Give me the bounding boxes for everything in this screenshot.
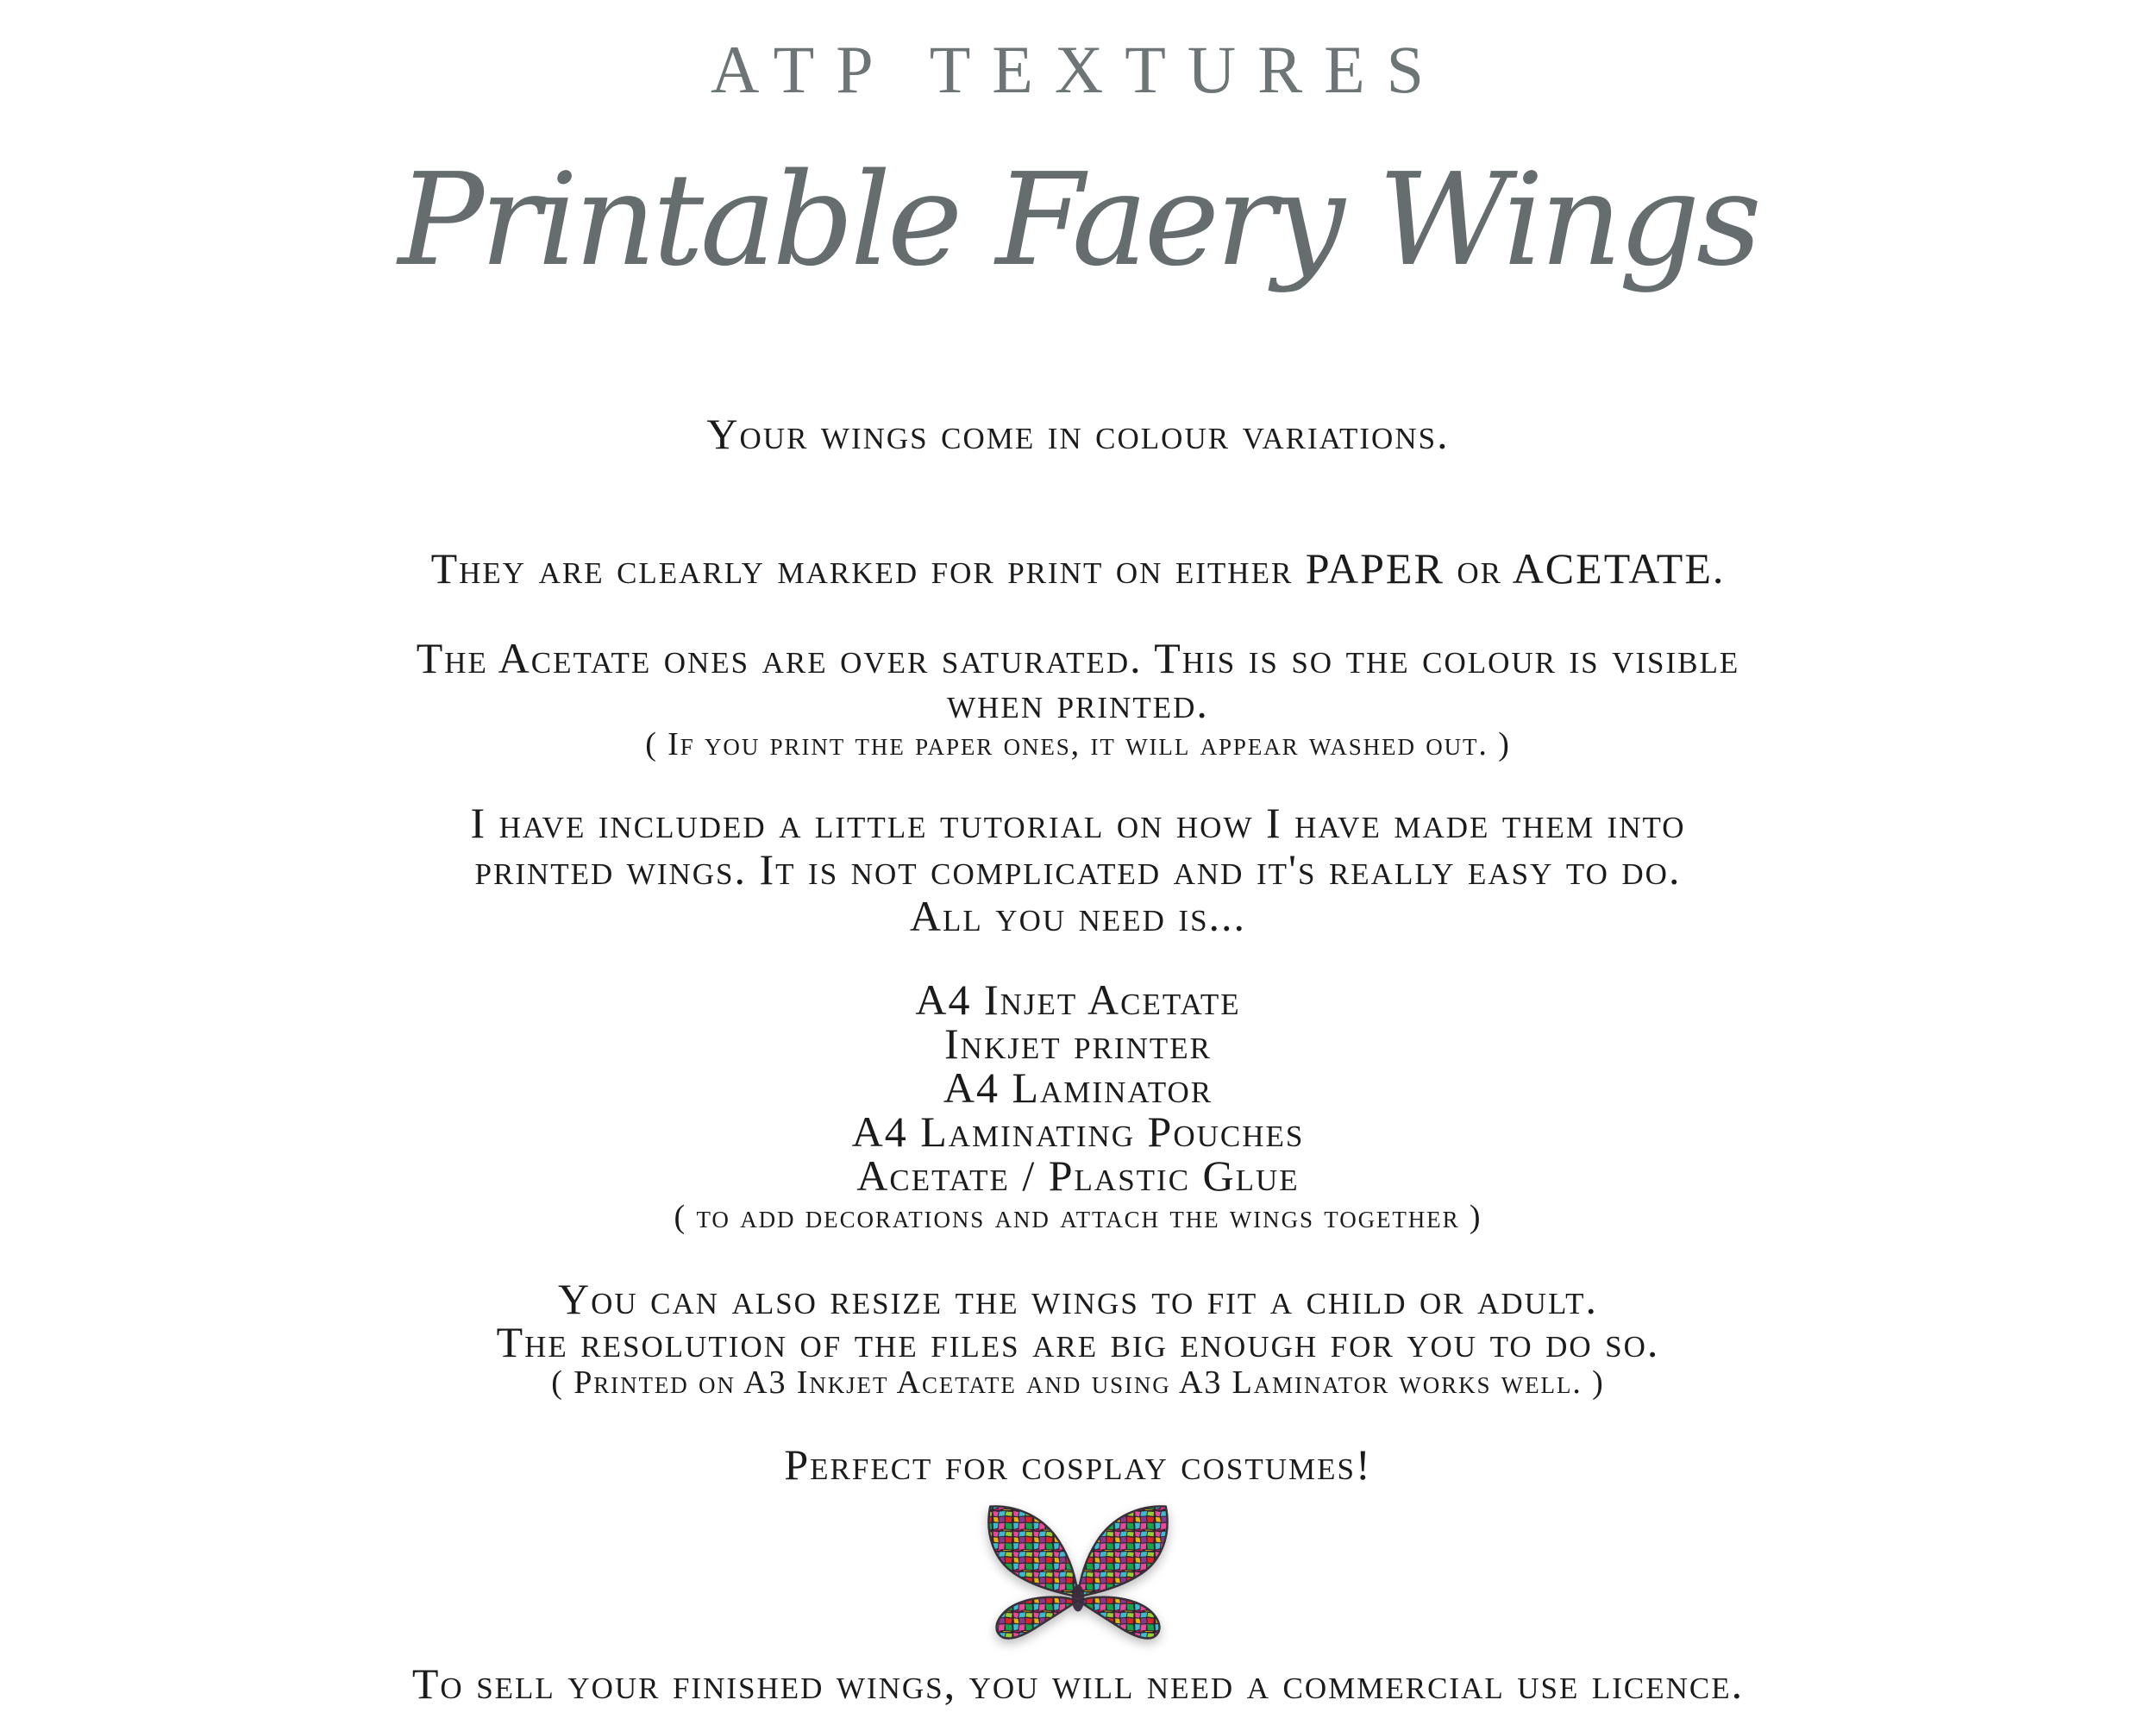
tutorial-line-1: I have included a little tutorial on how I have made them into	[470, 799, 1686, 847]
supply-item: Inkjet printer	[944, 1019, 1212, 1068]
supply-item: Acetate / Plastic Glue	[856, 1151, 1300, 1200]
licence-line: To sell your finished wings, you will need a commercial use licence.	[411, 1659, 1745, 1708]
supply-item: A4 Laminator	[943, 1063, 1213, 1112]
resize-note: ( Printed on A3 Inkjet Acetate and using A3 Laminator works well. )	[551, 1364, 1605, 1401]
acetate-line-1: The Acetate ones are over saturated. This is so the colour is visible	[416, 634, 1740, 682]
acetate-paragraph	[0, 636, 2156, 763]
supplies-note: ( to add decorations and attach the wings together )	[674, 1199, 1482, 1235]
tutorial-line-2: printed wings. It is not complicated and it's really easy to do.	[474, 845, 1682, 894]
supplies-list	[0, 975, 2156, 1236]
tutorial-paragraph	[0, 800, 2156, 939]
intro-line: Your wings come in colour variations.	[706, 410, 1450, 458]
acetate-line-2: when printed.	[947, 679, 1209, 727]
brand-title: ATP TEXTURES	[710, 32, 1446, 107]
tutorial-line-3: All you need is...	[909, 892, 1247, 940]
supply-item: A4 Injet Acetate	[915, 975, 1241, 1024]
resize-line-1: You can also resize the wings to fit a child or adult.	[557, 1275, 1599, 1323]
cosplay-line: Perfect for cosplay costumes!	[784, 1440, 1372, 1489]
supply-item: A4 Laminating Pouches	[851, 1107, 1305, 1156]
marked-line: They are clearly marked for print on either PAPER or ACETATE.	[430, 544, 1726, 593]
resize-paragraph	[0, 1277, 2156, 1402]
page-title: Printable Faery Wings	[398, 146, 1758, 294]
faery-wings-image	[0, 1490, 2156, 1651]
resize-line-2: The resolution of the files are big enough for you to do so.	[496, 1318, 1660, 1366]
wings-graphic	[970, 1490, 1186, 1651]
acetate-note: ( If you print the paper ones, it will appear washed out. )	[645, 726, 1511, 762]
